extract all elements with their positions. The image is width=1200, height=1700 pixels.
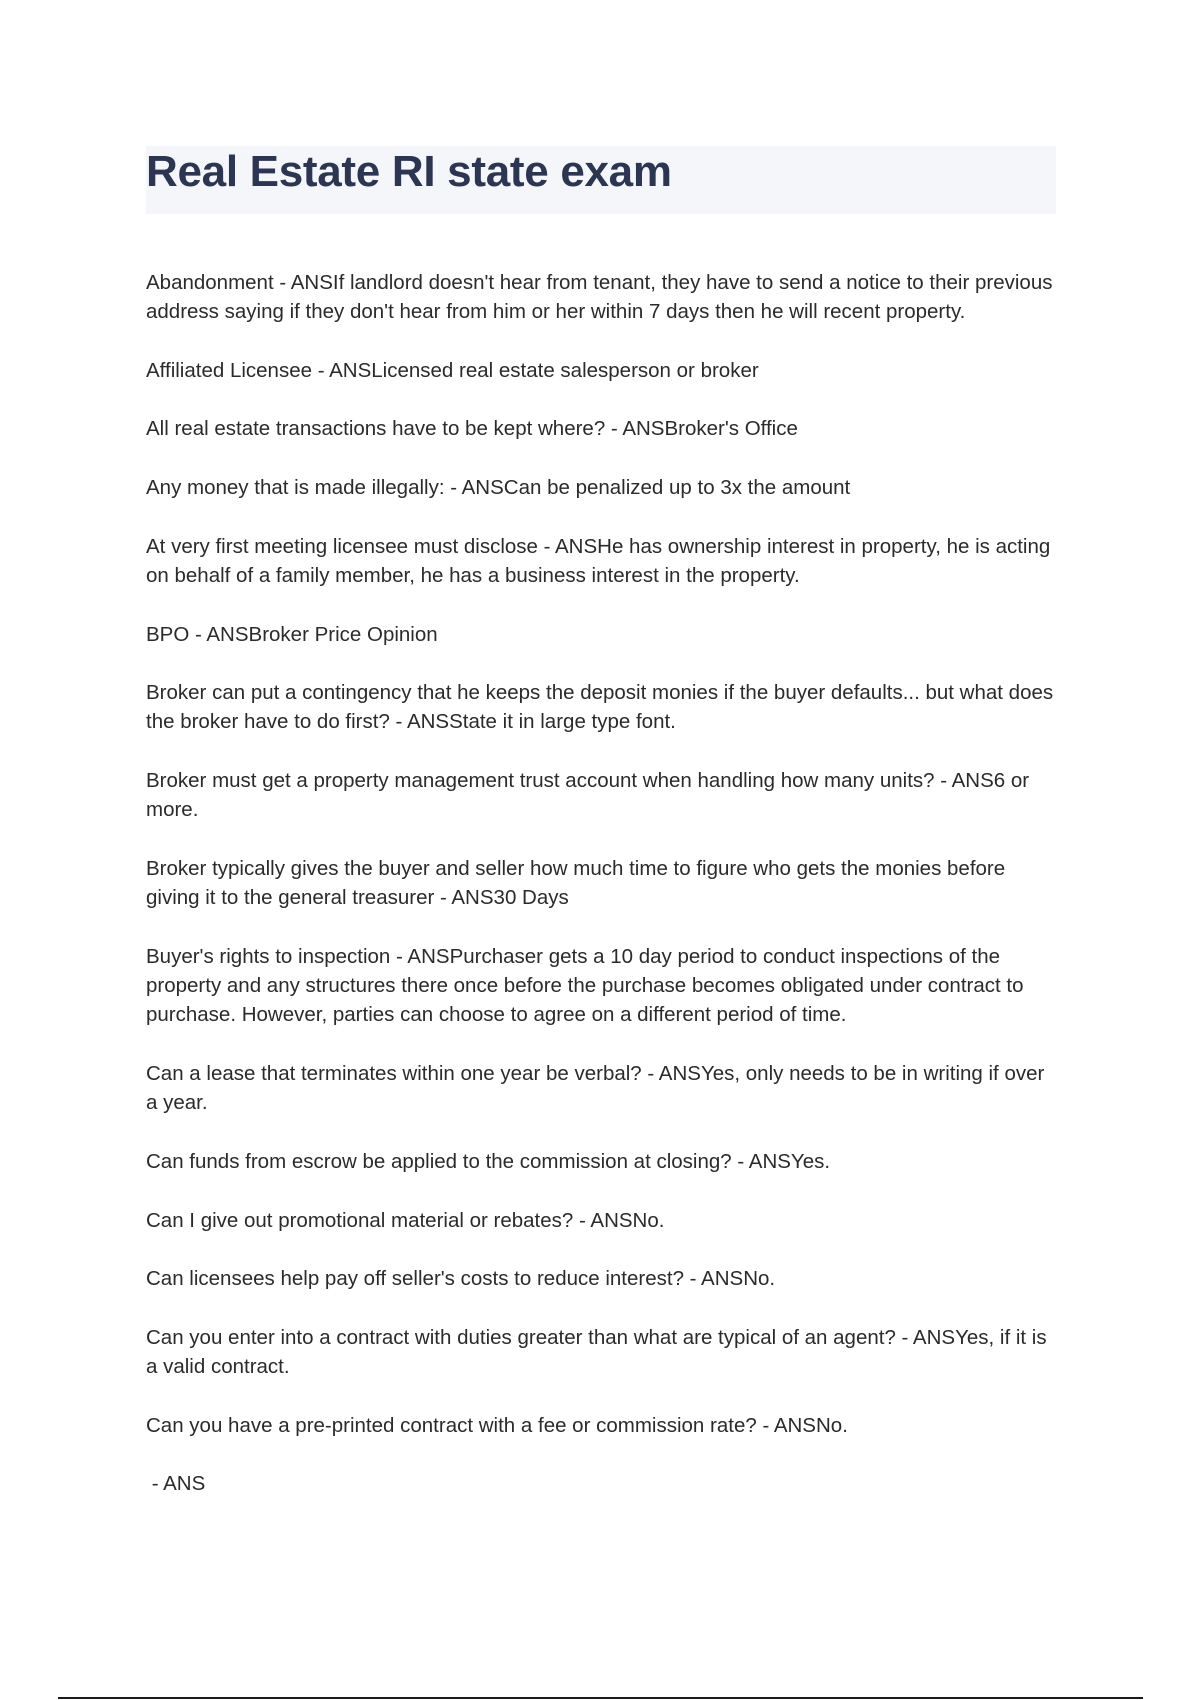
flashcard-list [146,268,1061,1528]
flashcard-entry: Broker typically gives the buyer and seller how much time to figure who gets the monies before giving it to the general treasurer - ANS30 Days [146,856,1006,910]
flashcard-entry: Affiliated Licensee - ANSLicensed real estate salesperson or broker [146,358,759,382]
flashcard-entry: BPO - ANSBroker Price Opinion [146,622,438,646]
flashcard-entry: Abandonment - ANSIf landlord doesn't hear from tenant, they have to send a notice to their previous address saying if they don't hear from him or her within 7 days then he will recent property. [146,271,1053,324]
flashcard-entry: Broker must get a property management trust account when handling how many units? - ANS6 or more. [146,769,1030,822]
flashcard-entry: Broker can put a contingency that he keeps the deposit monies if the buyer defaults... but what does the broker have to do first? - ANSState it in large type font. [146,681,1054,734]
flashcard-entry: Can funds from escrow be applied to the commission at closing? - ANSYes. [146,1149,831,1173]
flashcard-entry: Can you enter into a contract with duties greater than what are typical of an agent? - ANSYes, if it is a valid contract. [146,1325,1047,1378]
flashcard-entry: Can I give out promotional material or rebates? - ANSNo. [146,1208,665,1232]
flashcard-entry: Buyer's rights to inspection - ANSPurchaser gets a 10 day period to conduct inspections of the property and any structures there once before the purchase becomes obligated under contract to purchase. However, parties can choose to agree on a different period of time. [146,944,1024,1027]
flashcard-entry: At very first meeting licensee must disclose - ANSHe has ownership interest in property, he is acting on behalf of a family member, he has a business interest in the property. [146,534,1051,587]
flashcard-entry: Can a lease that terminates within one year be verbal? - ANSYes, only needs to be in writing if over a year. [146,1062,1045,1115]
flashcard-entry: Any money that is made illegally: - ANSCan be penalized up to 3x the amount [146,476,851,500]
flashcard-entry: Can you have a pre-printed contract with a fee or commission rate? - ANSNo. [146,1413,848,1437]
document-title: Real Estate RI state exam [146,147,672,196]
flashcard-entry: All real estate transactions have to be kept where? - ANSBroker's Office [146,417,798,441]
flashcard-entry: - ANS [146,1472,206,1496]
flashcard-entry: Can licensees help pay off seller's costs to reduce interest? - ANSNo. [146,1267,776,1291]
footer-divider [58,1697,1143,1699]
